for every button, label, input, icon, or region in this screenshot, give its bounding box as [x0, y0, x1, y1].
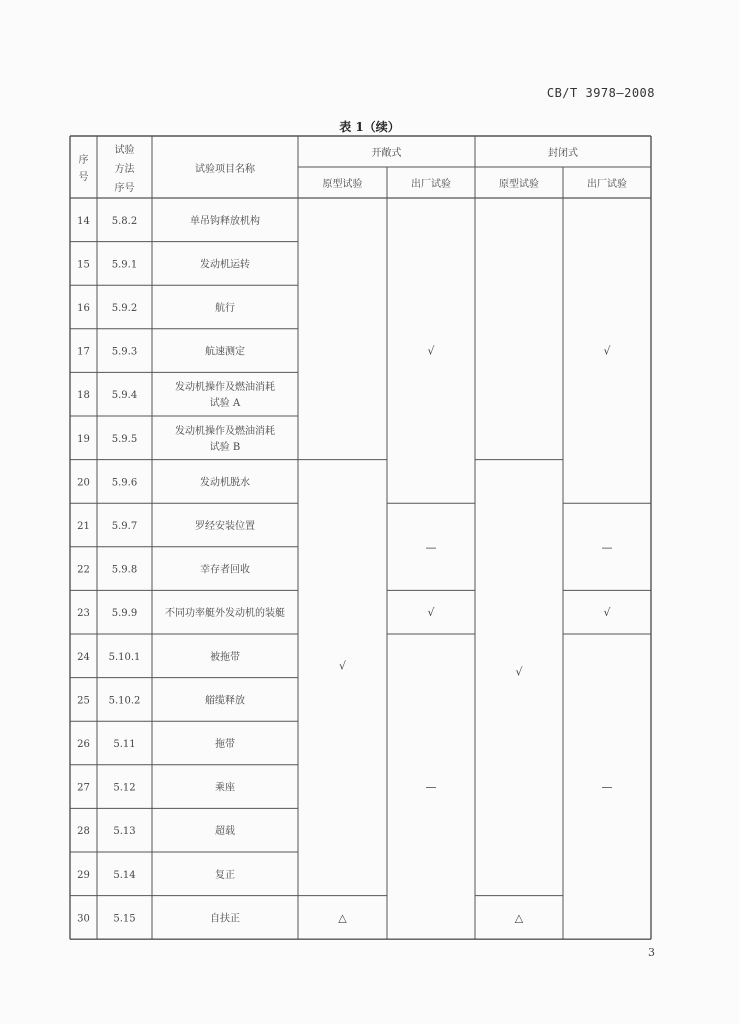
row-test-name: 复正: [215, 869, 235, 881]
row-number: 24: [77, 651, 90, 663]
row-test-name: 航行: [215, 303, 235, 314]
open-factory-dash-mark: —: [425, 540, 437, 554]
row-method: 5.9.3: [111, 346, 138, 358]
row-test-name: 发动机脱水: [200, 477, 250, 489]
header-open-prototype: 原型试验: [322, 179, 363, 190]
row-method: 5.15: [113, 913, 136, 925]
row-number: 22: [77, 564, 90, 576]
closed-prototype-triangle-mark: △: [514, 911, 524, 925]
row-method: 5.12: [113, 782, 136, 794]
row-test-name: 拖带: [215, 739, 235, 750]
row-method: 5.9.5: [111, 433, 138, 445]
open-prototype-check-mark: √: [338, 659, 347, 673]
open-factory-dash-mark-lower: —: [425, 780, 437, 794]
row-method: 5.11: [113, 739, 136, 750]
row-number: 27: [77, 782, 90, 794]
closed-factory-dash-mark-lower: —: [601, 780, 613, 794]
header-seq-2: 号: [78, 172, 89, 183]
row-number: 29: [77, 869, 90, 881]
row-method: 5.13: [113, 826, 136, 838]
row-number: 28: [77, 826, 90, 838]
row-test-name: 乘座: [215, 782, 235, 794]
row-method: 5.9.7: [111, 521, 138, 532]
header-open-factory: 出厂试验: [411, 179, 451, 190]
row-test-name-line2: 试验 B: [209, 441, 241, 453]
header-closed-type: 封闭式: [548, 148, 578, 159]
row-method: 5.14: [113, 869, 136, 881]
header-seq-1: 序: [78, 155, 89, 166]
row-method: 5.10.2: [108, 695, 141, 707]
row-test-name: 发动机运转: [200, 259, 250, 271]
header-open-type: 开敞式: [371, 148, 402, 159]
row-method: 5.9.6: [111, 477, 138, 489]
row-method: 5.9.2: [111, 303, 138, 314]
row-test-name-line1: 发动机操作及燃油消耗: [175, 382, 275, 394]
header-test-item-name: 试验项目名称: [195, 164, 255, 175]
row-test-name: 超载: [215, 826, 235, 838]
row-number: 30: [77, 913, 90, 925]
standard-number: CB/T 3978—2008: [546, 86, 655, 100]
row-test-name-line2: 试验 A: [209, 398, 241, 410]
row-method: 5.9.4: [111, 390, 138, 402]
row-number: 25: [77, 695, 90, 707]
row-method: 5.8.2: [111, 215, 138, 227]
row-test-name: 单吊钩释放机构: [190, 215, 260, 227]
table-caption: 表 1（续）: [339, 120, 400, 134]
closed-factory-check-mark-23: √: [603, 606, 611, 620]
row-test-name-line1: 发动机操作及燃油消耗: [175, 425, 275, 437]
row-number: 26: [77, 739, 90, 750]
header-closed-factory: 出厂试验: [587, 179, 627, 190]
row-test-name: 艏缆释放: [205, 695, 245, 707]
closed-prototype-check-mark: √: [515, 665, 523, 679]
open-factory-check-mark-23: √: [427, 606, 435, 620]
row-number: 17: [77, 346, 90, 358]
row-number: 15: [77, 259, 90, 271]
row-method: 5.10.1: [108, 651, 141, 663]
row-number: 20: [77, 477, 90, 489]
row-test-name: 自扶正: [210, 913, 240, 925]
open-factory-check-mark: √: [427, 344, 435, 358]
header-method-1: 试验: [114, 145, 135, 156]
row-number: 18: [77, 390, 90, 402]
row-test-name: 幸存者回收: [200, 564, 250, 576]
row-test-name: 航速测定: [205, 346, 245, 358]
header-closed-prototype: 原型试验: [499, 179, 539, 190]
row-number: 21: [77, 521, 90, 532]
row-method: 5.9.1: [111, 259, 138, 271]
row-number: 19: [77, 433, 90, 445]
open-prototype-triangle-mark: △: [338, 911, 347, 925]
row-number: 16: [77, 303, 90, 314]
row-number: 23: [77, 608, 90, 620]
header-method-2: 方法: [114, 164, 135, 175]
closed-factory-check-mark: √: [603, 344, 611, 358]
closed-factory-dash-mark: —: [601, 540, 613, 554]
row-test-name: 不同功率艇外发动机的装艇: [165, 608, 285, 620]
row-test-name: 罗经安装位置: [195, 521, 255, 532]
row-method: 5.9.9: [111, 608, 138, 620]
row-test-name: 被拖带: [210, 651, 240, 663]
header-method-3: 序号: [114, 183, 135, 194]
row-number: 14: [77, 215, 90, 227]
row-method: 5.9.8: [111, 564, 138, 576]
page-number: 3: [648, 946, 655, 959]
